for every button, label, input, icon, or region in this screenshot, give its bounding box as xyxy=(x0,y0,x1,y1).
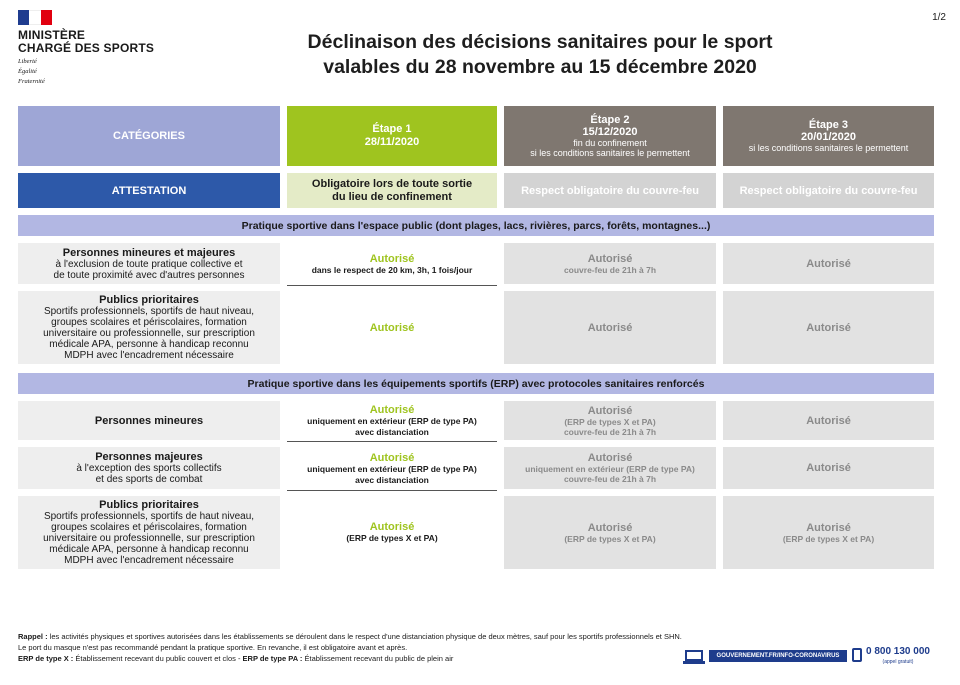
category-line: universitaire ou professionnelle, sur prescription xyxy=(43,533,255,544)
table-cell-etape1 xyxy=(287,243,497,286)
category-line: Sportifs professionnels, sportifs de haut niveau, xyxy=(43,511,255,522)
table-cell-etape3 xyxy=(723,401,934,440)
category-line: de toute proximité avec d'autres personnes xyxy=(53,269,245,281)
cell-detail: couvre-feu de 21h à 7h xyxy=(563,264,657,275)
table-row-category xyxy=(18,496,280,569)
footer-line2: Le port du masque n'est pas recommandé pendant la pratique sportive. En revanche, il est obligatoire avant et après. xyxy=(18,643,408,652)
category-line: MDPH avec l'encadrement nécessaire xyxy=(64,350,234,361)
attestation-label: ATTESTATION xyxy=(111,184,187,197)
category-line: groupes scolaires et périscolaires, formation xyxy=(51,522,247,533)
table-cell-etape2 xyxy=(504,496,716,569)
section-equipements-title: Pratique sportive dans les équipements sportifs (ERP) avec protocoles sanitaires renforcés xyxy=(247,377,705,390)
table-cell-etape3 xyxy=(723,496,934,569)
etape3-note: si les conditions sanitaires le permettent xyxy=(748,143,909,153)
attestation-label-cell xyxy=(18,173,280,208)
status-badge: Autorisé xyxy=(369,252,415,265)
title-line1: Déclinaison des décisions sanitaires pour le sport xyxy=(307,31,773,53)
category-line: groupes scolaires et périscolaires, formation xyxy=(51,317,247,328)
section-espace-public-title: Pratique sportive dans l'espace public (dont plages, lacs, rivières, parcs, forêts, montagnes...) xyxy=(241,219,711,232)
cell-detail: couvre-feu de 21h à 7h xyxy=(563,426,657,437)
cell-detail: uniquement en extérieur (ERP de type PA) xyxy=(307,416,477,426)
etape2-note1: fin du confinement xyxy=(573,138,647,148)
phone-sub: (appel gratuit) xyxy=(882,659,914,665)
category-line: médicale APA, personne à handicap reconnu xyxy=(49,339,249,350)
footer-erp-pa-text: Établissement recevant du public de plein air xyxy=(302,654,454,663)
etape3-label: Étape 3 xyxy=(808,119,849,131)
cell-detail: (ERP de types X et PA) xyxy=(564,416,656,427)
etape3-date: 20/01/2020 xyxy=(800,131,857,143)
header-etape1 xyxy=(287,106,497,166)
status-badge: Autorisé xyxy=(369,321,415,334)
cell-detail: avec distanciation xyxy=(355,474,429,485)
table-cell-etape2 xyxy=(504,447,716,489)
table-row-category xyxy=(18,447,280,489)
category-line: Sportifs professionnels, sportifs de haut niveau, xyxy=(43,306,255,317)
page-number: 1/2 xyxy=(932,12,946,23)
header-categories-label: CATÉGORIES xyxy=(113,130,185,142)
status-badge: Autorisé xyxy=(587,321,633,334)
category-line: et des sports de combat xyxy=(95,474,203,485)
section-espace-public xyxy=(18,215,934,236)
etape1-date: 28/11/2020 xyxy=(364,136,420,148)
cell-detail: uniquement en extérieur (ERP de type PA) xyxy=(307,463,477,474)
status-badge: Autorisé xyxy=(806,414,851,427)
footer-rappel-text: les activités physiques et sportives autorisées dans les établissements se déroulent dans le respect d'une distanciation physique de deux mètres, sauf pour les sportifs professionnels et SHN. xyxy=(47,632,682,641)
laptop-icon xyxy=(683,650,705,664)
table-row-category xyxy=(18,291,280,364)
status-badge: Autorisé xyxy=(806,462,851,474)
category-line: MDPH avec l'encadrement nécessaire xyxy=(64,555,234,566)
footer-erp-x-label: ERP de type X : xyxy=(18,654,74,663)
status-badge: Autorisé xyxy=(806,521,851,534)
status-badge: Autorisé xyxy=(587,252,633,265)
cell-detail: (ERP de types X et PA) xyxy=(782,533,875,544)
status-badge: Autorisé xyxy=(587,452,633,464)
category-title: Personnes mineures et majeures xyxy=(62,246,236,259)
attestation-etape2 xyxy=(504,173,716,208)
cell-detail: avec distanciation xyxy=(355,427,429,437)
attestation-etape3 xyxy=(723,173,934,208)
category-title: Personnes mineures xyxy=(94,414,204,427)
status-badge: Autorisé xyxy=(369,521,415,533)
table-cell-etape1 xyxy=(287,447,497,491)
phone-number-text: 0 800 130 000 xyxy=(866,646,930,657)
attestation-etape2-text: Respect obligatoire du couvre-feu xyxy=(521,184,699,197)
attestation-etape1-line1: Obligatoire lors de toute sortie xyxy=(311,177,473,190)
footer-line1 xyxy=(18,631,818,642)
motto-egalite: Égalité xyxy=(18,68,37,75)
table-cell-etape3 xyxy=(723,447,934,489)
cell-detail: dans le respect de 20 km, 3h, 1 fois/jour xyxy=(311,264,473,275)
etape2-date: 15/12/2020 xyxy=(582,126,638,138)
category-line: médicale APA, personne à handicap reconnu xyxy=(49,544,249,555)
ministry-name-line2: CHARGÉ DES SPORTS xyxy=(18,41,155,55)
etape2-note2: si les conditions sanitaires le permettent xyxy=(530,148,690,158)
category-line: universitaire ou professionnelle, sur prescription xyxy=(43,328,255,339)
page-title xyxy=(200,30,880,80)
table-cell-etape2 xyxy=(504,243,716,284)
etape1-label: Étape 1 xyxy=(372,123,412,135)
ministry-name-line1: MINISTÈRE xyxy=(18,28,86,42)
status-badge: Autorisé xyxy=(369,404,415,416)
table-cell-etape1 xyxy=(287,496,497,569)
table-cell-etape2 xyxy=(504,401,716,440)
category-line: à l'exception des sports collectifs xyxy=(76,463,222,474)
footer-erp-x-text: Établissement recevant du public couvert et clos - xyxy=(73,654,243,663)
table-cell-etape1 xyxy=(287,291,497,364)
header-etape2 xyxy=(504,106,716,166)
category-line: à l'exclusion de toute pratique collective et xyxy=(55,258,243,270)
status-badge: Autorisé xyxy=(587,404,633,417)
phone-icon xyxy=(852,648,862,662)
gov-url-text: GOUVERNEMENT.FR/INFO-CORONAVIRUS xyxy=(716,653,840,659)
status-badge: Autorisé xyxy=(587,521,633,534)
table-cell-etape3 xyxy=(723,243,934,284)
motto-fraternite: Fraternité xyxy=(18,78,45,85)
gov-url-link[interactable] xyxy=(709,650,847,662)
status-badge: Autorisé xyxy=(806,257,851,270)
table-row-category xyxy=(18,243,280,284)
category-title: Publics prioritaires xyxy=(99,294,199,306)
table-cell-etape2 xyxy=(504,291,716,364)
french-flag-icon xyxy=(18,10,52,25)
header-categories xyxy=(18,106,280,166)
table-row-category xyxy=(18,401,280,440)
footer-rappel-label: Rappel : xyxy=(18,632,48,641)
category-title: Publics prioritaires xyxy=(99,499,199,511)
motto-liberte: Liberté xyxy=(18,58,37,65)
header-etape3 xyxy=(723,106,934,166)
section-equipements xyxy=(18,373,934,394)
footer-erp-pa-label: ERP de type PA : xyxy=(242,654,303,663)
cell-detail: couvre-feu de 21h à 7h xyxy=(563,474,657,484)
cell-detail: (ERP de types X et PA) xyxy=(346,533,438,543)
attestation-etape3-text: Respect obligatoire du couvre-feu xyxy=(739,184,918,197)
ministry-logo xyxy=(18,10,178,85)
attestation-etape1-line2: du lieu de confinement xyxy=(332,190,452,203)
table-cell-etape1 xyxy=(287,401,497,442)
category-title: Personnes majeures xyxy=(95,451,203,463)
status-badge: Autorisé xyxy=(369,451,415,464)
status-badge: Autorisé xyxy=(806,321,851,334)
attestation-etape1 xyxy=(287,173,497,208)
cell-detail: (ERP de types X et PA) xyxy=(564,533,656,544)
etape2-label: Étape 2 xyxy=(590,114,630,126)
table-cell-etape3 xyxy=(723,291,934,364)
phone-number xyxy=(866,646,930,668)
title-line2: valables du 28 novembre au 15 décembre 2020 xyxy=(323,56,757,78)
cell-detail: uniquement en extérieur (ERP de type PA) xyxy=(525,464,695,474)
